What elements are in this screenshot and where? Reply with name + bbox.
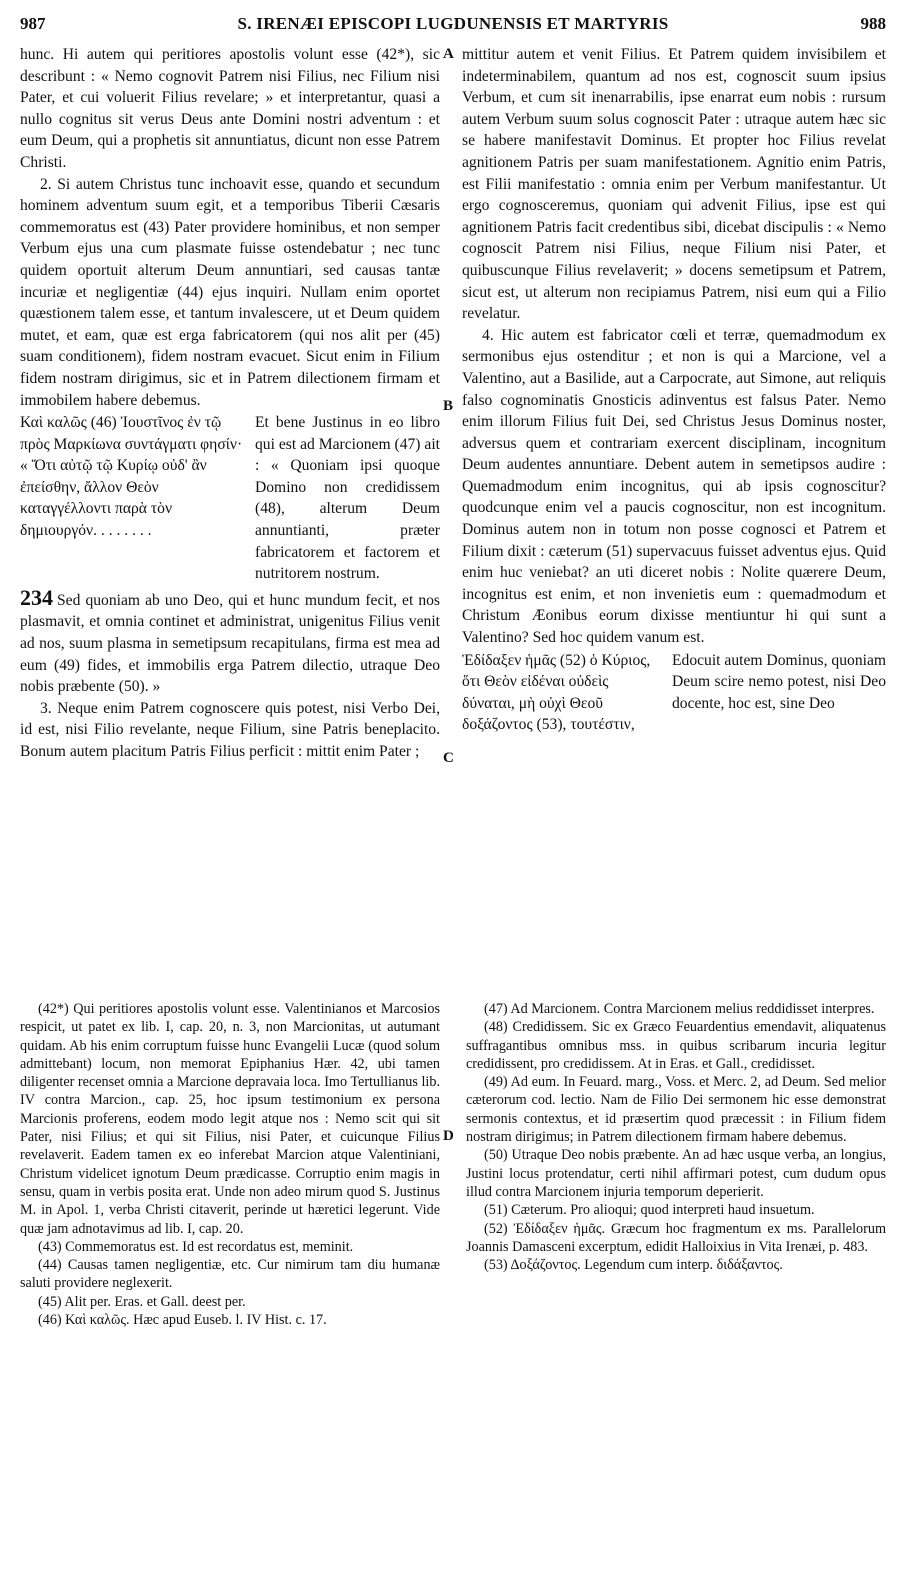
footnote: (50) Utraque Deo nobis præbente. An ad hæc usque verba, an longius, Justini locus protendatur, certi nihil affirmari potest, cum dudum opus illud contra Marcionem injuria temporum deperierit. xyxy=(466,1147,886,1200)
running-header xyxy=(20,14,886,40)
footnote: (42*) Qui peritiores apostolis volunt esse. Valentinianos et Marcosios respicit, ut patet ex lib. I, cap. 20, n. 3, non Marcionitas, ut autumant quidam. Ab his enim corruptum fuisse hunc Evangelii Lucæ (quod solum admittebant) locum, non memorat Epiphanius Hær. 42, ubi tamen diligenter recenset omnia a Marcione depravaia loca. Imo Tertullianus lib. IV contra Marcion., cap. 25, hoc ipsum testimonium ex persona Marcionis proferens, eodem modo legit atque nos : Nemo scit qui sit Pater, nisi Filius; et qui sit Filius, nisi Pater, et cuicunque Filius revelaverit. Eadem tamen ex eo inferebat Marcion atque Valentiniani, Christum videlicet ignotum Deum prædicasse. Corruptio enim magis in sensu, quam in verbis posita erat. Unde non adeo mirum quod S. Justinus M. in Apol. 1, verba Christi citaverit, perinde ut hæretici legerunt. Vide quæ jam adnotavimus ad lib. I, cap. 20. xyxy=(20,1001,440,1237)
margin-marker-b: B xyxy=(443,398,454,414)
footnotes-left xyxy=(20,1000,440,1329)
latin-translation: Edocuit autem Dominus, quoniam Deum scire nemo potest, nisi Deo docente, hoc est, sine Deo xyxy=(672,651,886,712)
paragraph: hunc. Hi autem qui peritiores apostolis volunt esse (42*), sic describunt : « Nemo cognovit Patrem nisi Filius, nec Filium nisi Pater, et cui voluerit Filius revelare; » et interpretantur, quasi a nullo cognitus sit verus Deus ante Domini nostri adventum : et eum Deum, qui a prophetis sit annuntiatus, dicunt non esse Patrem Christi. xyxy=(20,46,440,171)
footnote: (49) Ad eum. In Feuard. marg., Voss. et Merc. 2, ad Deum. Sed melior cæterorum cod. lectio. Nam de Filio Dei sermonem hic esse demonstrat sermonis contextus, et id præsertim quod præcessit : in Filium fidem nostram dirigimus; in Patrem dilectionem firmam habere debemus. xyxy=(466,1074,886,1146)
footnote: (46) Καὶ καλῶς. Hæc apud Euseb. l. IV Hist. c. 17. xyxy=(38,1312,327,1329)
footnote: (48) Credidissem. Sic ex Græco Feuardentius emendavit, aliquatenus suffragantibus omnibus mss. in quibus scribarum incuria legitur credidissent, pro credidissem. At in Eras. et Gall., credidisset. xyxy=(466,1019,886,1072)
paragraph: 3. Neque enim Patrem cognoscere quis potest, nisi Verbo Dei, id est, nisi Filio revelante, neque Filium, sine Patris beneplacito. Bonum autem placitum Patris Filius perficit : mittit enim Pater ; xyxy=(20,699,440,760)
footnote: (43) Commemoratus est. Id est recordatus est, meminit. xyxy=(38,1238,354,1255)
page-number-right: 988 xyxy=(860,14,886,33)
footnote: (47) Ad Marcionem. Contra Marcionem melius reddidisset interpres. xyxy=(484,1001,875,1017)
migne-column-number: 234 xyxy=(20,584,53,610)
greek-fragment: Ἐδίδαξεν ἡμᾶς (52) ὁ Κύριος, ὅτι Θεὸν εἰδέναι οὐδεὶς δύναται, μὴ οὐχὶ Θεοῦ δοξάζοντος (53), τουτέστιν, xyxy=(462,651,651,734)
paragraph: 4. Hic autem est fabricator cœli et terræ, quemadmodum ex sermonibus ejus ostenditur ; et non is qui a Marcione, vel a Valentino, aut a Basilide, aut a Carpocrate, aut Simone, aut reliquis falso cognominatis Gnosticis adinventus est falsus Pater. Nemo enim illorum Filius fuit Dei, sed Christus Jesus Dominus noster, adversus quem et contrariam exercent disciplinam, incognitum Deum audentes annuntiare. Debent autem in semetipsos audire : Quemadmodum enim incognitus, qui ab ipsis cognoscitur? quodcunque enim vel a paucis cognoscitur, non est incognitum. Dominus autem non in totum non posse cognosci et Patrem et Filium dixit : cæterum (51) supervacuus fuisset adventus ejus. Quid enim huc veniebat? an uti diceret nobis : Nolite quærere Deum, incognitus est enim, et non invenietis eum : quemadmodum et Christum Æonibus eorum dixisse mentiuntur hi qui sunt a Valentino? Sed hoc quidem vanum est. xyxy=(462,326,886,647)
footnote: (52) Ἐδίδαξεν ἡμᾶς. Græcum hoc fragmentum ex ms. Parallelorum Joannis Damasceni excerptum, edidit Halloixius in Vita Irenæi, p. 483. xyxy=(466,1220,886,1255)
running-title: S. IRENÆI EPISCOPI LUGDUNENSIS ET MARTYRIS xyxy=(237,14,669,33)
right-text-column xyxy=(462,44,886,736)
footnote: (53) Δοξάζοντος. Legendum cum interp. διδάξαντος. xyxy=(484,1257,783,1274)
footnote: (45) Alit per. Eras. et Gall. deest per. xyxy=(38,1293,246,1310)
margin-marker-c: C xyxy=(443,750,454,766)
footnote: (51) Cæterum. Pro alioqui; quod interpreti haud insuetum. xyxy=(484,1202,815,1219)
page-number-left: 987 xyxy=(20,14,46,33)
latin-translation: Et bene Justinus in eo libro qui est ad Marcionem (47) ait : « Quoniam ipsi quoque Domino non credidissem (48), alterum Deum annuntianti, præter fabricatorem et factorem et nutritorem nostrum. xyxy=(255,414,440,583)
margin-marker-d: D xyxy=(443,1128,454,1144)
paragraph-text: Sed quoniam ab uno Deo, qui et hunc mundum fecit, et nos plasmavit, et omnia continet et administrat, unigenitus Filius venit ad nos, suum plasma in semetipsum recapitulans, firma est mea ad eum (49) fides, et immobilis erga Patrem dilectio, utraque Deo nobis præbente (50). » xyxy=(20,591,440,696)
margin-marker-a: A xyxy=(443,46,454,62)
footnote: (44) Causas tamen negligentiæ, etc. Cur nimirum tam diu humanæ saluti providere neglexerit. xyxy=(20,1257,440,1292)
paragraph: 2. Si autem Christus tunc inchoavit esse, quando et secundum hominem adventum suum egit, et a temporibus Tiberii Cæsaris commemoratus est (43) Pater providere hominibus, et non semper Verbum ejus una cum plasmate fuisse ostendebatur ; nec tunc quidem oportuit alterum Deum annuntiari, sed causas tantæ incuriæ et negligentiæ (44) ejus inquiri. Nullam enim oportet quæstionem talem esse, et tantum invalescere, ut et Deum quidem mutet, et eam, quæ est erga fabricatorem (qui nos alit per (45) suam conditionem), fidem nostram evacuet. Sicut enim in Filium fidem nostram dirigimus, sic et in Patrem dilectionem firmam et immobilem habere debemus. xyxy=(20,175,440,409)
parallel-text xyxy=(20,412,440,585)
left-text-column xyxy=(20,44,440,763)
greek-fragment: Καὶ καλῶς (46) Ἰουστῖνος ἐν τῷ πρὸς Μαρκίωνα συντάγματι φησίν· « Ὅτι αὐτῷ τῷ Κυρίῳ οὐδ' ἂν ἐπείσθην, ἄλλον Θεὸν καταγγέλλοντι παρὰ τὸν δημιουργόν. . . . . . . . xyxy=(20,414,243,540)
parallel-text xyxy=(462,650,886,736)
paragraph xyxy=(20,584,440,698)
footnotes-right xyxy=(466,1000,886,1274)
paragraph: mittitur autem et venit Filius. Et Patrem quidem invisibilem et indeterminabilem, quantum ad nos est, cognoscit suum ipsius Verbum, et cum sit inenarrabilis, ipse enarrat eum nobis : rursum autem Verbum suum solus cognoscit Pater : utraque autem hæc sic se habere manifestavit Dominus. Et propter hoc Filius revelat agnitionem Patris per suam manifestationem. Agnitio enim Patris, est Filii manifestatio : omnia enim per Verbum manifestantur. Ut ergo cognosceremus, quoniam qui advenit Filius, ipse est qui agnitionem Patris facit credentibus sibi, dicebat discipulis : « Nemo cognoscit Patrem nisi Filius, neque Filium nisi Pater, et quibuscunque Filius revelaverit; » docens semetipsum et Patrem, sicut est, ut alterum non recipiamus Patrem, nisi eum qui a Filio revelatur. xyxy=(462,46,886,323)
